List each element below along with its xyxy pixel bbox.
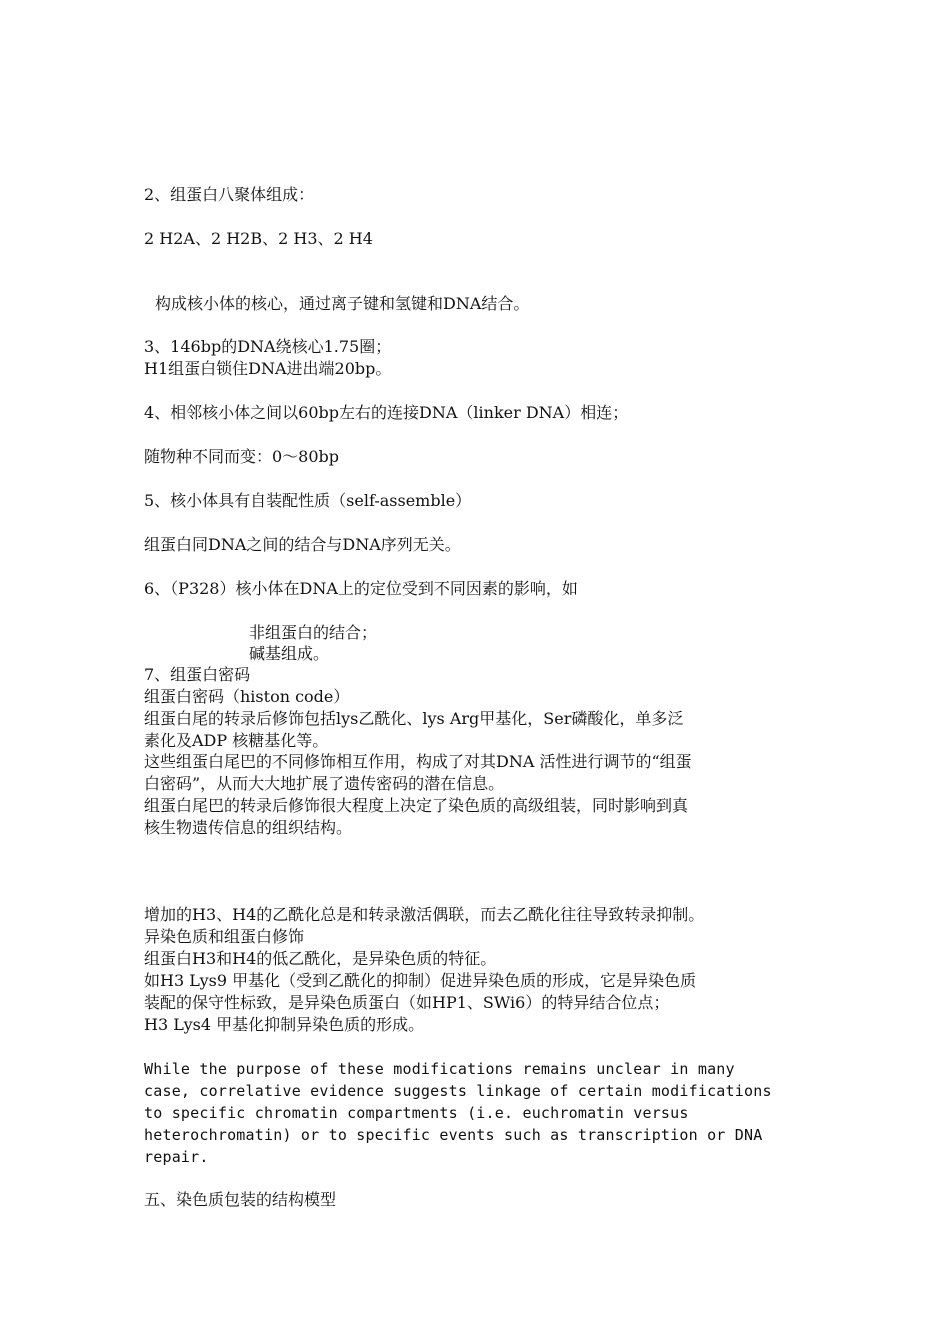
list-item: 碱基组成。 bbox=[249, 644, 330, 663]
paragraph-line: 组蛋白H3和H4的低乙酰化，是异染色质的特征。 bbox=[144, 949, 497, 968]
english-paragraph-line: to specific chromatin compartments (i.e. euchromatin versus bbox=[144, 1104, 689, 1122]
section-4-heading: 4、相邻核小体之间以60bp左右的连接DNA（linker DNA）相连； bbox=[144, 403, 629, 422]
paragraph-line: 白密码”，从而大大地扩展了遗传密码的潜在信息。 bbox=[144, 774, 505, 793]
section-five-heading: 五、染色质包装的结构模型 bbox=[144, 1190, 337, 1209]
section-6-heading: 6、（P328）核小体在DNA上的定位受到不同因素的影响，如 bbox=[144, 579, 578, 598]
english-paragraph-line: case, correlative evidence suggests linkage of certain modifications bbox=[144, 1082, 772, 1100]
paragraph-line: 随物种不同而变：0～80bp bbox=[144, 447, 340, 466]
section-5-heading: 5、核小体具有自装配性质（self-assemble） bbox=[144, 491, 472, 510]
paragraph-line: 装配的保守性标致，是异染色质蛋白（如HP1、SWi6）的特异结合位点； bbox=[144, 993, 670, 1012]
list-item: 非组蛋白的结合； bbox=[249, 623, 378, 642]
section-3-line-1: 3、146bp的DNA绕核心1.75圈； bbox=[144, 337, 392, 356]
paragraph-line: 组蛋白同DNA之间的结合与DNA序列无关。 bbox=[144, 535, 461, 554]
paragraph-line: 增加的H3、H4的乙酰化总是和转录激活偶联，而去乙酰化往往导致转录抑制。 bbox=[144, 905, 705, 924]
paragraph-line: 核生物遗传信息的组织结构。 bbox=[144, 818, 353, 837]
paragraph-line: 组蛋白尾的转录后修饰包括lys乙酰化、lys Arg甲基化，Ser磷酸化，单多泛 bbox=[144, 709, 684, 728]
paragraph-line: 异染色质和组蛋白修饰 bbox=[144, 927, 305, 946]
histone-composition: 2 H2A、2 H2B、2 H3、2 H4 bbox=[144, 229, 373, 248]
paragraph-line: H3 Lys4 甲基化抑制异染色质的形成。 bbox=[144, 1015, 425, 1034]
paragraph-line: 如H3 Lys9 甲基化（受到乙酰化的抑制）促进异染色质的形成，它是异染色质 bbox=[144, 971, 697, 990]
section-3-line-2: H1组蛋白锁住DNA进出端20bp。 bbox=[144, 359, 392, 378]
paragraph-line: 这些组蛋白尾巴的不同修饰相互作用，构成了对其DNA 活性进行调节的“组蛋 bbox=[144, 752, 692, 771]
paragraph-line: 构成核小体的核心，通过离子键和氢键和DNA结合。 bbox=[155, 294, 530, 313]
paragraph-line: 素化及ADP 核糖基化等。 bbox=[144, 731, 329, 750]
section-7-heading: 7、组蛋白密码 bbox=[144, 665, 251, 684]
paragraph-line: 组蛋白尾巴的转录后修饰很大程度上决定了染色质的高级组装，同时影响到真 bbox=[144, 796, 689, 815]
english-paragraph-line: repair. bbox=[144, 1148, 209, 1166]
english-paragraph-line: While the purpose of these modifications remains unclear in many bbox=[144, 1060, 735, 1078]
paragraph-line: 组蛋白密码（histon code） bbox=[144, 687, 350, 706]
english-paragraph-line: heterochromatin) or to specific events such as transcription or DNA bbox=[144, 1126, 763, 1144]
section-2-heading: 2、组蛋白八聚体组成： bbox=[144, 185, 315, 204]
